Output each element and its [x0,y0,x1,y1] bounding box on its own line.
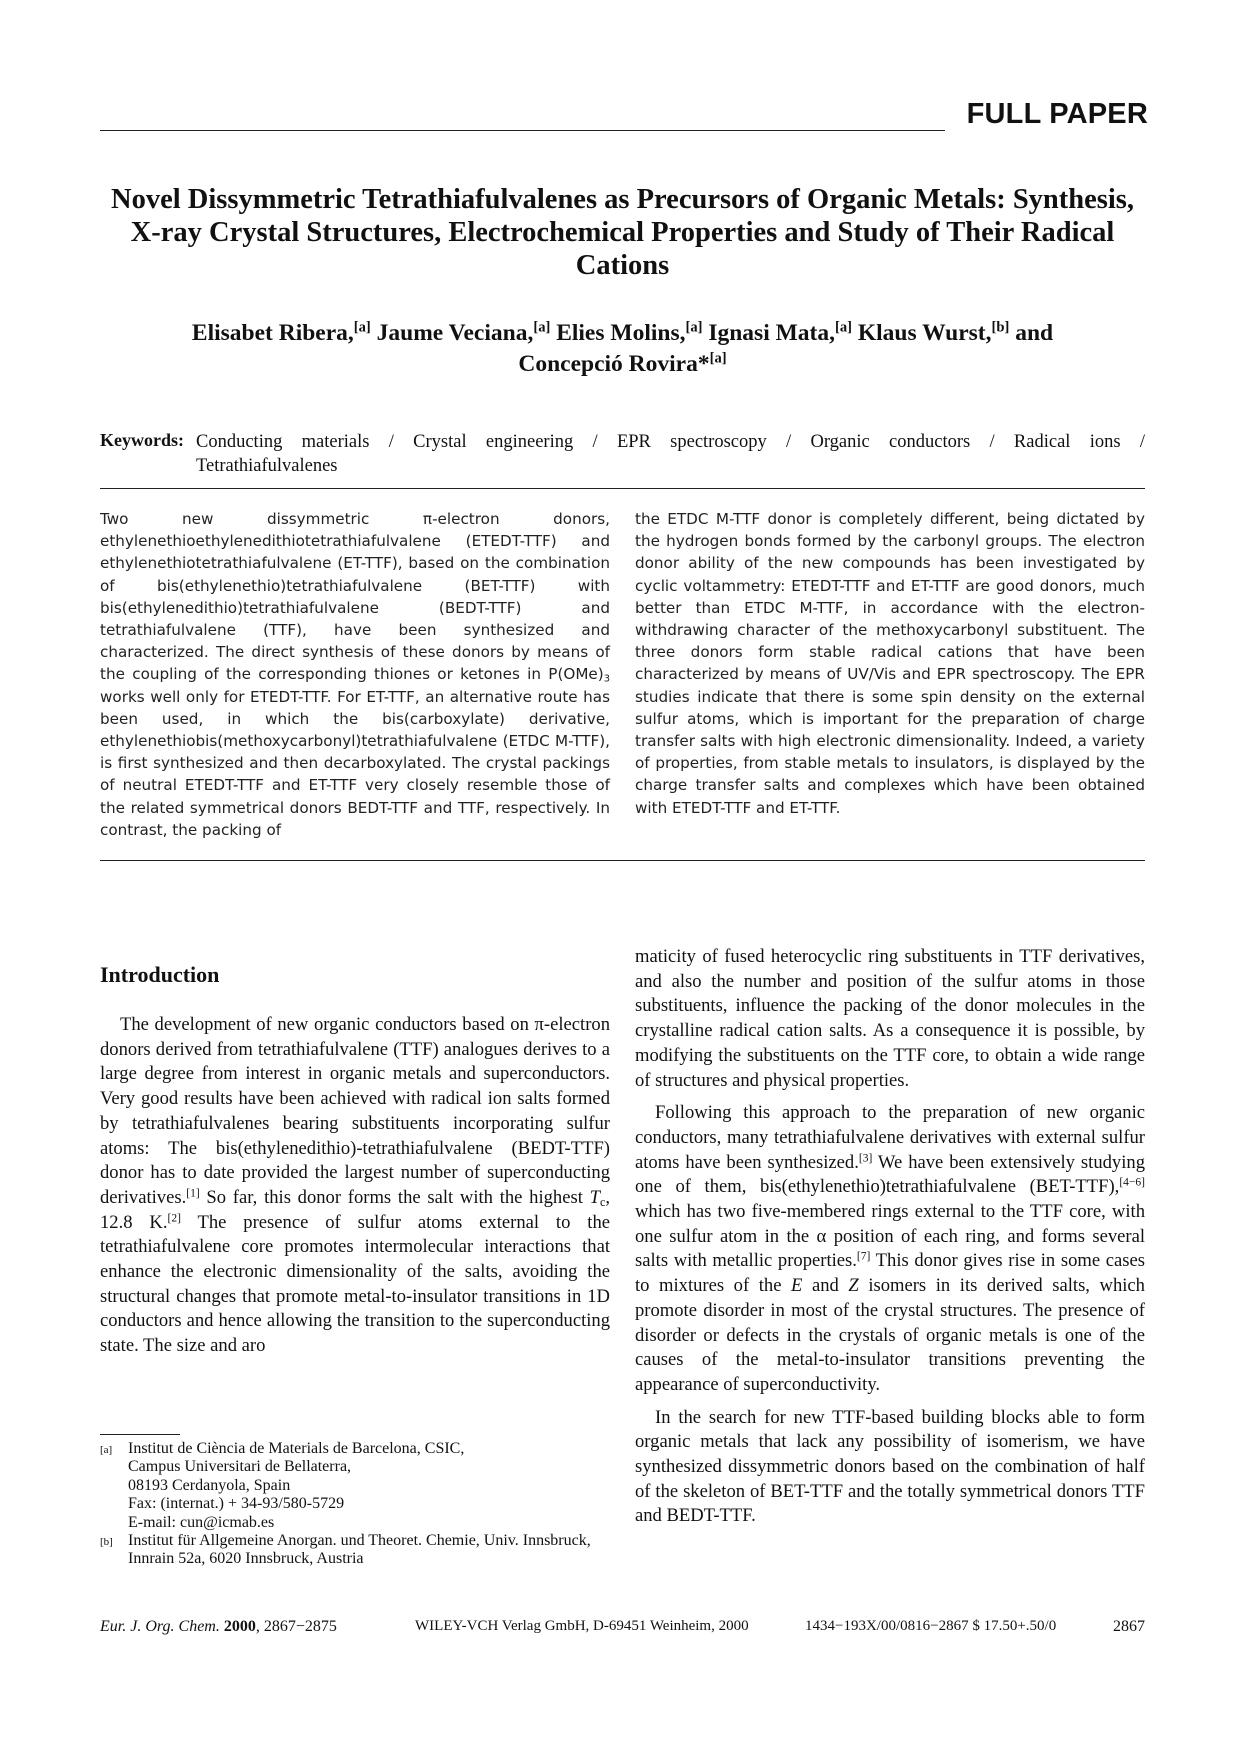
email-text: E-mail: cun@icmab.es [128,1513,275,1531]
paragraph: The development of new organic conductors based on π-electron donors derived from tetrathiafulvalene (TTF) analogues derives to a large degree from interest in organic metals and superconductors. Very good results have been achieved with radical ion salts formed by tetrathiafulvalenes bearing substituents incorporating sulfur atoms: The bis(ethylenedithio)-tetrathiafulvalene (BEDT-TTF) donor has to date provided the largest number of superconducting derivatives.[1] So far, this donor forms the salt with the highest $T_c$, 12.8 K.[2] The presence of sulfur atoms external to the tetrathiafulvalene core promotes intermolecular interactions that enhance the electronic dimensionality of the salts, avoiding the structural changes that promote metal-to-insulator transitions in 1D conductors and hence allowing the transition to the superconducting state. The size and aro [100,1014,610,1357]
author: Klaus Wurst,[b] [857,319,1010,346]
affiliation-footnotes [100,1440,610,1569]
section-heading-introduction: Introduction [100,962,220,987]
abstract-left-column: Two new dissymmetric π-electron donors, ethylenethioethylenedithiotetrathiafulvalene (ETEDT-TTF) and ethylenethiotetrathiafulvalene (ET-TTF), based on the combination of bis(ethylenethio)tetrathiafulvalene (BET-TTF) with bis(ethylenedithio)tetrathiafulvalene (BEDT-TTF) and tetrathiafulvalene (TTF), have been synthesized and characterized. The direct synthesis of these donors by means of the coupling of the corresponding thiones or ketones in $P(OMe)_3$ works well only for ETEDT-TTF. For ET-TTF, an alternative route has been used, in which the bis(carboxylate) derivative, ethylenethiobis(methoxycarbonyl)tetrathiafulvalene (ETDC M-TTF), is first synthesized and then decarboxylated. The crystal packings of neutral ETEDT-TTF and ET-TTF very closely resemble those of the related symmetrical donors BEDT-TTF and TTF, respectively. In contrast, the packing of [100,510,610,839]
author: Ignasi Mata,[a] [708,319,852,346]
author: Elisabet Ribera,[a] [191,319,371,346]
footnote: [b] Institut für Allgemeine Anorgan. und Theoret. Chemie, Univ. Innsbruck, Innrain 52a, 6020 Innsbruck, Austria [100,1532,591,1568]
author: Elies Molins,[a] [556,319,703,346]
abstract-top-rule [100,488,1145,489]
page-number: 2867 [1113,1618,1145,1635]
author: Concepció Rovira*[a] [518,350,727,377]
abstract-right-column: the ETDC M-TTF donor is completely different, being dictated by the hydrogen bonds formed by the carbonyl groups. The electron donor ability of the new compounds has been investigated by cyclic voltammetry: ETEDT-TTF and ET-TTF are good donors, much better than ETDC M-TTF, in accordance with the electron-withdrawing character of the methoxycarbonyl substituent. The three donors form stable radical cations that have been characterized by means of UV/Vis and EPR spectroscopy. The EPR studies indicate that there is some spin density on the external sulfur atoms, which is important for the preparation of charge transfer salts with high electronic dimensionality. Indeed, a variety of properties, from stable metals to insulators, is displayed by the charge transfer salts and complexes which have been obtained with ETEDT-TTF and ET-TTF. [635,510,1145,817]
keywords-label: Keywords: [100,430,184,450]
author: Jaume Veciana,[a] [376,319,551,346]
author-conjunction: and [1015,320,1054,346]
article-title: Novel Dissymmetric Tetrathiafulvalenes as Precursors of Organic Metals: Synthesis, X-ray Crystal Structures, Electrochemical Properties and Study of Their Radical Cations [111,184,1134,281]
footnote: [a] Institut de Ciència de Materials de Barcelona, CSIC, Campus Universitari de Bellaterra, 08193 Cerdanyola, Spain Fax: (internat.) + 34-93/580-5729 E-mail: cun@icmab.es [100,1440,465,1531]
footer-citation: Eur. J. Org. Chem. 2000, 2867−2875 [100,1618,337,1635]
keywords-line-2: Tetrathiafulvalenes [196,456,338,476]
paragraph: Following this approach to the preparation of new organic conductors, many tetrathiafulvalene derivatives with external sulfur atoms have been synthesized.[3] We have been extensively studying one of them, bis(ethylenethio)tetrathiafulvalene (BET-TTF),[4−6] which has two five-membered rings external to the TTF core, with one sulfur atom in the α position of each ring, and forms several salts with metallic properties.[7] This donor gives rise in some cases to mixtures of the E and Z isomers in its derived salts, which promote disorder in most of the crystal structures. The presence of disorder or defects in the crystals of organic metals is one of the causes of the metal-to-insulator transitions preventing the appearance of superconductivity. [635,1102,1145,1395]
section-label: FULL PAPER [966,98,1148,130]
keywords-line-1: Conducting materials / Crystal engineering / EPR spectroscopy / Organic conductors / Radical ions / [196,432,1145,452]
abstract-bottom-rule [100,860,1145,861]
paragraph: In the search for new TTF-based building blocks able to form organic metals that lack any possibility of isomerism, we have synthesized dissymmetric donors based on the combination of half of the skeleton of BET-TTF and the totally symmetrical donors TTF and BEDT-TTF. [635,1406,1145,1527]
header-rule [100,130,945,131]
footer-issn: 1434−193X/00/0816−2867 $ 17.50+.50/0 [805,1618,1057,1634]
author-list [100,318,1145,380]
footnote-rule [100,1434,180,1435]
paragraph-continuation: maticity of fused heterocyclic ring substituents in TTF derivatives, and also the number and position of the sulfur atoms in those substituents, influence the packing of the donor molecules in the crystalline radical cation salts. As a consequence it is possible, by modifying the substituents on the TTF core, to obtain a wide range of structures and physical properties. [635,946,1145,1091]
intro-left-column [100,1013,610,1359]
intro-right-column [635,945,1145,1529]
footer-publisher: WILEY-VCH Verlag GmbH, D-69451 Weinheim, 2000 [415,1618,749,1634]
